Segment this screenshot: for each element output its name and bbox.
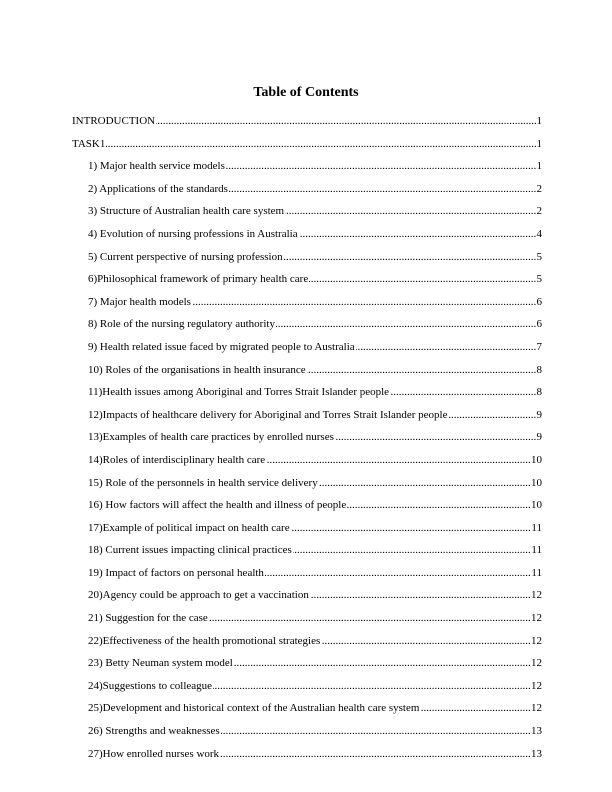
toc-entry-label: 8) Role of the nursing regulatory authority	[88, 318, 275, 331]
toc-entry-page-number: 4	[536, 223, 543, 246]
toc-entry-page-number: 13	[530, 743, 542, 766]
toc-entry-label: 27)How enrolled nurses work	[88, 747, 220, 760]
toc-entry[interactable]	[72, 110, 542, 133]
toc-entry-page-number: 12	[530, 652, 542, 675]
toc-entry-label: 18) Current issues impacting clinical practices	[88, 544, 292, 557]
toc-entry[interactable]	[88, 155, 542, 178]
toc-entry-page-number: 12	[530, 697, 542, 720]
toc-entry[interactable]	[88, 607, 542, 630]
toc-entry-label: 14)Roles of interdisciplinary health care	[88, 453, 266, 466]
toc-entry-label: 22)Effectiveness of the health promotional strategies	[88, 634, 321, 647]
toc-entry[interactable]	[88, 291, 542, 314]
toc-entry-label: 7) Major health models	[88, 295, 191, 308]
toc-entry[interactable]	[88, 336, 542, 359]
toc-entry-label: 17)Example of political impact on health care	[88, 521, 290, 534]
toc-entry-page-number: 2	[536, 178, 543, 201]
toc-entry-page-number: 11	[530, 517, 542, 540]
toc-entry-page-number: 12	[530, 675, 542, 698]
toc-entry[interactable]	[88, 449, 542, 472]
toc-entry[interactable]	[88, 268, 542, 291]
toc-entry-page-number: 1	[536, 155, 543, 178]
toc-entry-label: 3) Structure of Australian health care system	[88, 205, 285, 218]
toc-entry-page-number: 10	[530, 472, 542, 495]
toc-entry[interactable]	[88, 630, 542, 653]
toc-entry[interactable]	[88, 246, 542, 269]
toc-entry[interactable]	[88, 652, 542, 675]
toc-entry-label: 11)Health issues among Aboriginal and Torres Strait Islander people	[88, 386, 390, 399]
toc-entry[interactable]	[88, 517, 542, 540]
toc-entry-label: 19) Impact of factors on personal health	[88, 566, 264, 579]
toc-entry-label: 6)Philosophical framework of primary health care	[88, 273, 309, 286]
toc-entry-page-number: 10	[530, 449, 542, 472]
toc-entry-label: 1) Major health service models	[88, 160, 225, 173]
toc-entry-label: 25)Development and historical context of the Australian health care system	[88, 702, 420, 715]
toc-entry[interactable]	[88, 675, 542, 698]
toc-entry[interactable]	[72, 133, 542, 156]
toc-entry-label: 5) Current perspective of nursing profession	[88, 250, 283, 263]
toc-entry[interactable]	[88, 743, 542, 766]
toc-entry-page-number: 12	[530, 630, 542, 653]
toc-entry-page-number: 1	[536, 133, 543, 156]
toc-entry-label: 23) Betty Neuman system model	[88, 657, 233, 670]
toc-entry-label: 15) Role of the personnels in health service delivery	[88, 476, 318, 489]
toc-entry-page-number: 5	[536, 246, 543, 269]
toc-title: Table of Contents	[253, 85, 359, 100]
toc-entry[interactable]	[88, 472, 542, 495]
toc-entry-label: TASK1	[72, 137, 106, 150]
toc-entry[interactable]	[88, 426, 542, 449]
toc-entry[interactable]	[88, 697, 542, 720]
toc-entry[interactable]	[88, 494, 542, 517]
dot-leader	[72, 133, 542, 156]
toc-entry-label: 21) Suggestion for the case	[88, 612, 208, 625]
toc-entry-label: INTRODUCTION	[72, 115, 156, 127]
toc-entry-page-number: 5	[536, 268, 543, 291]
toc-entry-label: 9) Health related issue faced by migrated people to Australia	[88, 340, 355, 353]
toc-entry-page-number: 8	[536, 381, 543, 404]
toc-entry[interactable]	[88, 584, 542, 607]
toc-list	[72, 110, 542, 765]
toc-entry-page-number: 9	[536, 426, 543, 449]
toc-entry[interactable]	[88, 200, 542, 223]
toc-entry-label: 16) How factors will affect the health and illness of people	[88, 499, 347, 512]
toc-entry-page-number: 6	[536, 291, 543, 314]
toc-entry-label: 26) Strengths and weaknesses	[88, 725, 220, 738]
toc-entry-page-number: 11	[530, 562, 542, 585]
toc-entry-page-number: 1	[536, 110, 543, 133]
toc-entry[interactable]	[88, 359, 542, 382]
toc-entry[interactable]	[88, 562, 542, 585]
toc-entry[interactable]	[88, 539, 542, 562]
toc-entry[interactable]	[88, 178, 542, 201]
toc-entry[interactable]	[88, 223, 542, 246]
toc-entry[interactable]	[88, 381, 542, 404]
toc-entry[interactable]	[88, 720, 542, 743]
toc-entry-page-number: 2	[536, 200, 543, 223]
toc-entry-page-number: 12	[530, 584, 542, 607]
toc-entry-label: 12)Impacts of healthcare delivery for Aboriginal and Torres Strait Islander people	[88, 408, 448, 421]
toc-entry-page-number: 10	[530, 494, 542, 517]
toc-entry-page-number: 11	[530, 539, 542, 562]
toc-entry-page-number: 6	[536, 313, 543, 336]
toc-entry-label: 20)Agency could be approach to get a vaccination	[88, 589, 309, 602]
toc-entry-page-number: 7	[536, 336, 543, 359]
toc-entry-label: 4) Evolution of nursing professions in Australia	[88, 227, 298, 240]
toc-entry-label: 10) Roles of the organisations in health insurance	[88, 363, 306, 376]
toc-entry-page-number: 9	[536, 404, 543, 427]
toc-entry-label: 13)Examples of health care practices by enrolled nurses	[88, 431, 334, 444]
toc-entry-page-number: 8	[536, 359, 543, 382]
toc-entry-label: 24)Suggestions to colleague	[88, 679, 213, 692]
toc-entry-page-number: 13	[530, 720, 542, 743]
toc-entry[interactable]	[88, 404, 542, 427]
toc-entry[interactable]	[88, 313, 542, 336]
toc-entry-page-number: 12	[530, 607, 542, 630]
toc-entry-label: 2) Applications of the standards	[88, 182, 228, 195]
